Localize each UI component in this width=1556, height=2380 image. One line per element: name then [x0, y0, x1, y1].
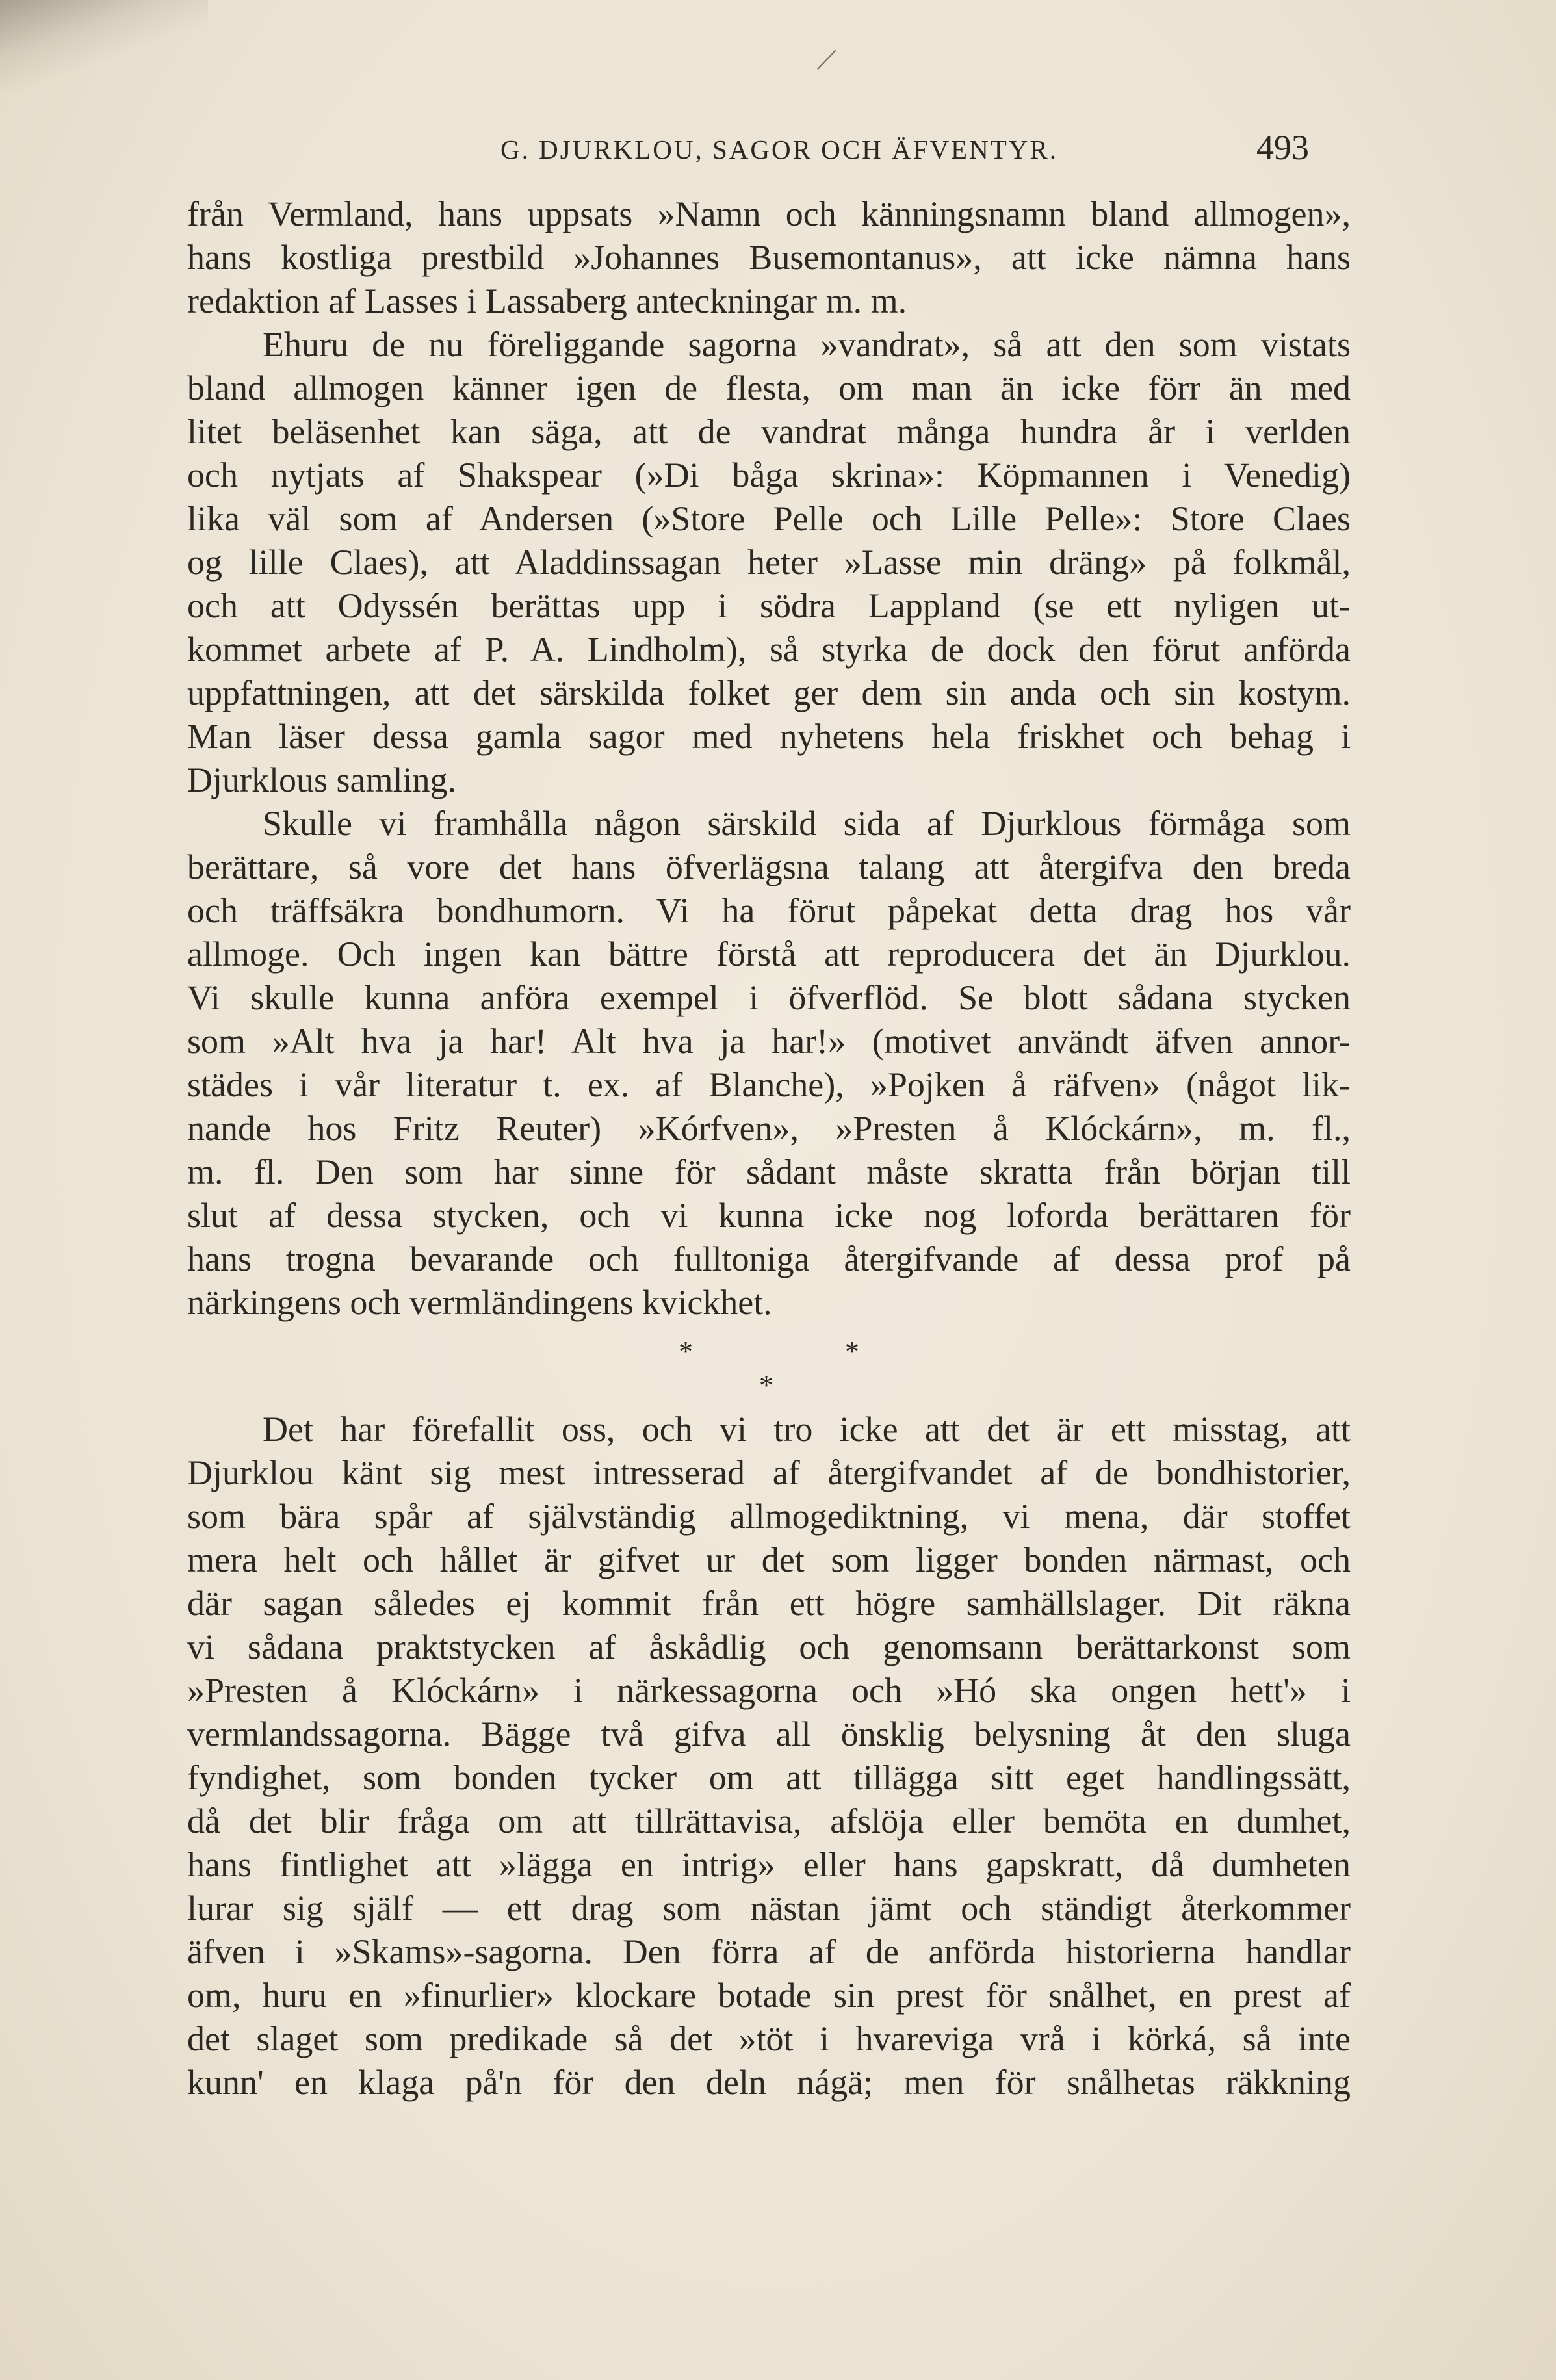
text-line: städes i vår literatur t. ex. af Blanche), »Pojken å räfven» (något lik-	[187, 1065, 1351, 1104]
text-line: Det har förefallit oss, och vi tro icke att det är ett misstag, att	[263, 1410, 1351, 1449]
text-line: bland allmogen känner igen de flesta, om man än icke förr än med	[187, 369, 1351, 407]
text-line: då det blir fråga om att tillrättavisa, afslöja eller bemöta en dumhet,	[187, 1802, 1351, 1841]
text-line: och nytjats af Shakspear (»Di båga skrina»: Köpmannen i Venedig)	[187, 456, 1351, 495]
running-head: G. DJURKLOU, SAGOR OCH ÄFVENTYR.	[500, 135, 1058, 164]
text-line: hans fintlighet att »lägga en intrig» eller hans gapskratt, då dumheten	[187, 1845, 1351, 1884]
text-line: som »Alt hva ja har! Alt hva ja har!» (motivet användt äfven annor-	[187, 1022, 1351, 1061]
text-line: mera helt och hållet är gifvet ur det som ligger bonden närmast, och	[187, 1540, 1351, 1579]
text-line: närkingens och vermländingens kvickhet.	[187, 1283, 772, 1322]
text-line: fyndighet, som bonden tycker om att tillägga sitt eget handlingssätt,	[187, 1758, 1351, 1797]
text-line: Djurklou känt sig mest intresserad af återgifvandet af de bondhistorier,	[187, 1453, 1351, 1492]
text-line: om, huru en »finurlier» klockare botade sin prest för snålhet, en prest af	[187, 1976, 1351, 2015]
text-line: m. fl. Den som har sinne för sådant måste skratta från början till	[187, 1152, 1351, 1191]
text-line: där sagan således ej kommit från ett högre samhällslager. Dit räkna	[187, 1584, 1351, 1623]
text-line: slut af dessa stycken, och vi kunna icke nog loforda berättaren för	[187, 1196, 1351, 1235]
text-line: som bära spår af självständig allmogediktning, vi mena, där stoffet	[187, 1497, 1351, 1536]
text-line: vermlandssagorna. Bägge två gifva all önsklig belysning åt den sluga	[187, 1714, 1351, 1753]
text-line: litet beläsenhet kan säga, att de vandrat många hundra år i verlden	[187, 412, 1351, 451]
text-line: »Presten å Klóckárn» i närkessagorna och »Hó ska ongen hett'» i	[187, 1671, 1351, 1710]
text-line: kommet arbete af P. A. Lindholm), så styrka de dock den förut anförda	[187, 630, 1351, 669]
text-line: det slaget som predikade så det »töt i hvareviga vrå i körká, så inte	[187, 2019, 1351, 2058]
text-line: och träffsäkra bondhumorn. Vi ha förut påpekat detta drag hos vår	[187, 891, 1351, 930]
text-line: och att Odyssén berättas upp i södra Lappland (se ett nyligen ut-	[187, 586, 1351, 625]
text-line: vi sådana praktstycken af åskådlig och genomsann berättarkonst som	[187, 1627, 1351, 1666]
text-line: nande hos Fritz Reuter) »Kórfven», »Presten å Klóckárn», m. fl.,	[187, 1109, 1351, 1148]
text-line: uppfattningen, att det särskilda folket ger dem sin anda och sin kostym.	[187, 673, 1351, 712]
page-header	[186, 127, 1361, 173]
text-line: äfven i »Skams»-sagorna. Den förra af de anförda historierna handlar	[187, 1932, 1351, 1971]
text-line: från Vermland, hans uppsats »Namn och känningsnamn bland allmogen»,	[187, 194, 1351, 233]
text-line: lurar sig själf — ett drag som nästan jämt och ständigt återkommer	[187, 1889, 1351, 1928]
text-line: lika väl som af Andersen (»Store Pelle och Lille Pelle»: Store Claes	[187, 499, 1351, 538]
text-line: Skulle vi framhålla någon särskild sida af Djurklous förmåga som	[263, 804, 1351, 843]
text-line: Vi skulle kunna anföra exempel i öfverflöd. Se blott sådana stycken	[187, 978, 1351, 1017]
pencil-mark: ⁄	[822, 40, 833, 78]
body-text	[187, 192, 1351, 2104]
text-line: og lille Claes), att Aladdinssagan heter »Lasse min dräng» på folkmål,	[187, 543, 1351, 582]
text-line: Djurklous samling.	[187, 760, 456, 799]
separator-asterisk: *	[679, 1336, 693, 1367]
page-number: 493	[1256, 128, 1309, 167]
page-corner-shadow	[0, 0, 208, 91]
text-line: kunn' en klaga på'n för den deln nágä; men för snålhetas räkkning	[187, 2063, 1351, 2102]
separator-asterisk: *	[759, 1369, 773, 1401]
text-line: hans kostliga prestbild »Johannes Busemontanus», att icke nämna hans	[187, 238, 1351, 277]
text-line: redaktion af Lasses i Lassaberg anteckningar m. m.	[187, 281, 907, 320]
text-line: Ehuru de nu föreliggande sagorna »vandrat», så att den som vistats	[263, 325, 1351, 364]
text-line: hans trogna bevarande och fulltoniga återgifvande af dessa prof på	[187, 1239, 1351, 1278]
section-separator	[187, 1325, 1351, 1408]
separator-asterisk: *	[845, 1336, 859, 1367]
text-line: allmoge. Och ingen kan bättre förstå att reproducera det än Djurklou.	[187, 935, 1351, 974]
text-line: berättare, så vore det hans öfverlägsna talang att återgifva den breda	[187, 847, 1351, 886]
text-line: Man läser dessa gamla sagor med nyhetens hela friskhet och behag i	[187, 717, 1351, 756]
